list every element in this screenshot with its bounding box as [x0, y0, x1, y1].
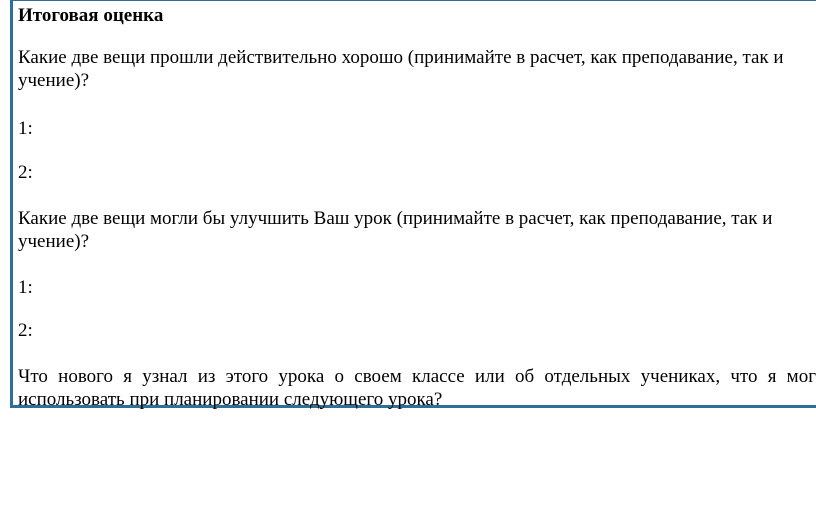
answer-could-improve-1-label: 1: — [18, 277, 33, 298]
document-title: Итоговая оценка — [18, 5, 164, 26]
answer-went-well-1-label: 1: — [18, 118, 33, 139]
answer-went-well-2-label: 2: — [18, 162, 33, 183]
question-what-learned: Что нового я узнал из этого урока о своем классе или об отдельных учениках, что я мог использовать при планировании следующего урока? — [18, 366, 816, 410]
question-went-well: Какие две вещи прошли действительно хорошо (принимайте в расчет, как преподавание, так и учение)? — [18, 47, 784, 91]
answer-could-improve-2-label: 2: — [18, 320, 33, 341]
question-could-improve: Какие две вещи могли бы улучшить Ваш урок (принимайте в расчет, как преподавание, так и учение)? — [18, 208, 773, 252]
